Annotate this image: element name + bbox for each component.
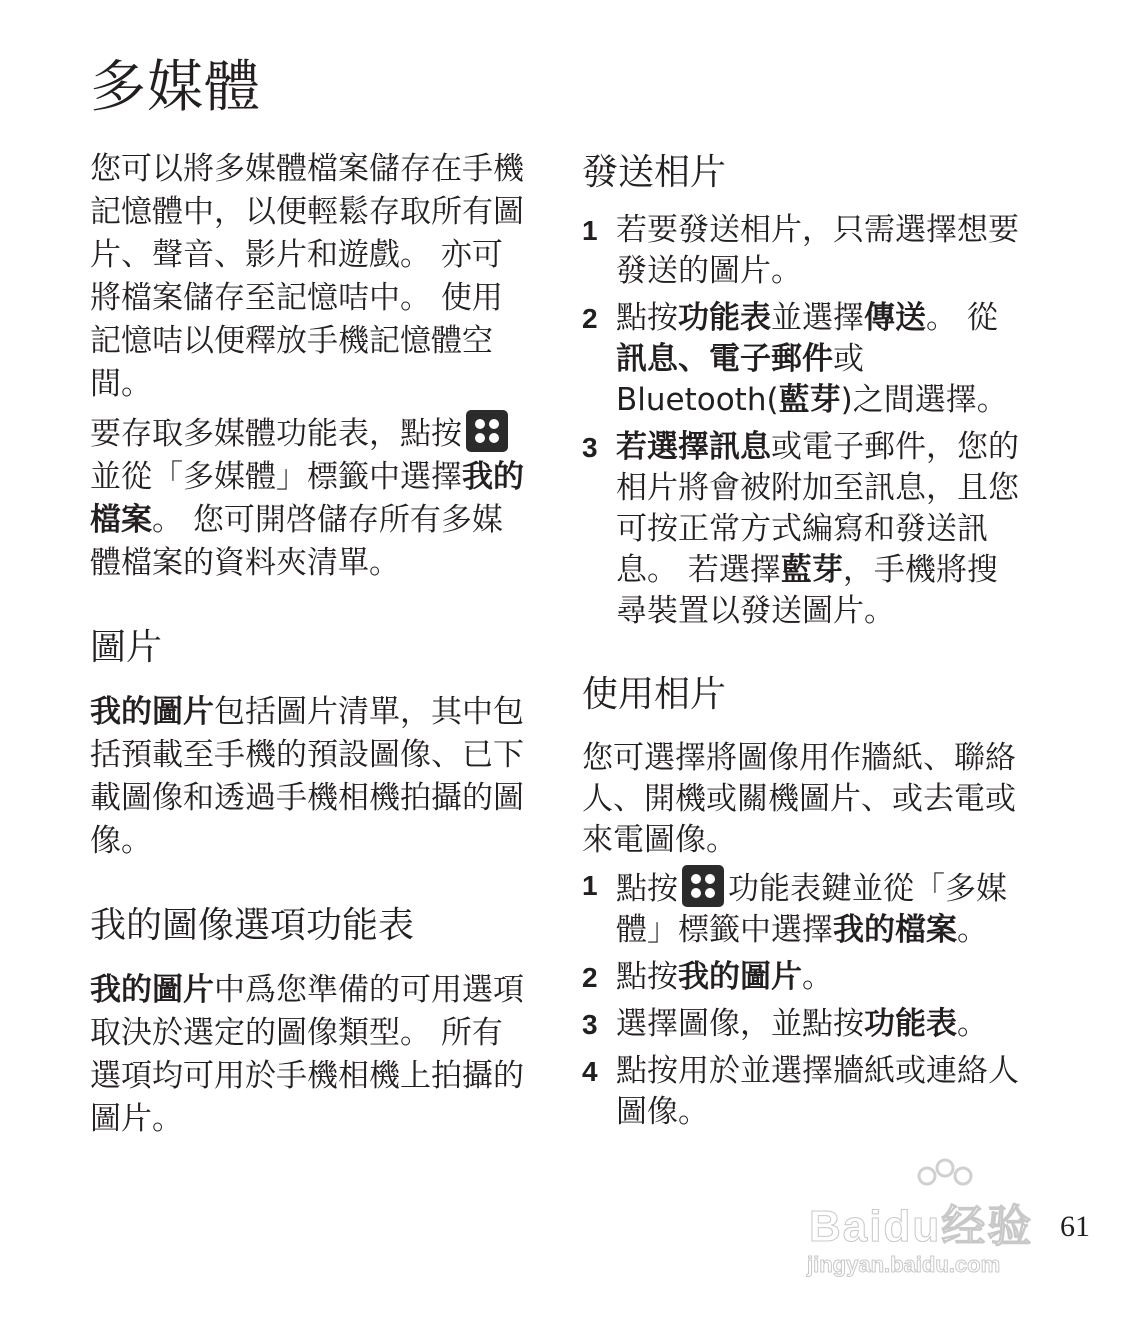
- left-column: [90, 148, 530, 1145]
- use-photo-heading: 使用相片: [582, 674, 727, 715]
- send-step-1: [582, 210, 1028, 292]
- page-title: 多媒體: [90, 55, 261, 120]
- page-number: 61: [1060, 1210, 1090, 1243]
- step-number: 3: [582, 432, 598, 463]
- use-step-4: [582, 1051, 1028, 1133]
- options-menu-text: 中爲您準備的可用選項取決於選定的圖像類型。 所有選項均可用於手機相機上拍攝的圖片。: [90, 972, 524, 1137]
- step-number: 1: [582, 215, 598, 246]
- menu-grid-icon: [466, 410, 508, 452]
- step-number: 1: [582, 870, 598, 901]
- step-number: 2: [582, 303, 598, 334]
- step-number: 4: [582, 1056, 598, 1087]
- use-step-1: [582, 865, 1028, 951]
- options-menu-paragraph: [90, 969, 530, 1141]
- watermark-url: jingyan.baidu.com: [807, 1252, 1001, 1277]
- my-files-label: 我的檔案: [90, 459, 524, 538]
- send-photo-steps: [582, 210, 1028, 632]
- step-number: 3: [582, 1009, 598, 1040]
- baidu-watermark: [805, 1158, 1067, 1288]
- watermark-logo: Baidu经验: [809, 1202, 1034, 1251]
- intro-access-text-2: 並從「多媒體」標籤中選擇: [90, 459, 462, 495]
- my-pictures-label-2: 我的圖片: [90, 972, 214, 1008]
- step-text: 點按 功能表鍵並從「多媒體」標籤中選擇我的檔案。: [616, 865, 1028, 951]
- send-step-3: [582, 427, 1028, 632]
- intro-access-text-3: 。 您可開啓儲存所有多媒體檔案的資料夾清單。: [90, 502, 503, 581]
- step-text: 點按用於並選擇牆紙或連絡人圖像。: [616, 1053, 1019, 1130]
- step-text: 點按我的圖片。: [616, 959, 833, 995]
- use-step-2: [582, 957, 1028, 998]
- pictures-text: 包括圖片清單，其中包括預載至手機的預設圖像、已下載圖像和透過手機相機拍攝的圖像。: [90, 694, 524, 859]
- pictures-heading: 圖片: [90, 627, 163, 668]
- my-pictures-label: 我的圖片: [90, 694, 214, 730]
- step-text: 選擇圖像，並點按功能表。: [616, 1006, 988, 1042]
- menu-grid-icon: [682, 865, 724, 907]
- intro-access-text: 要存取多媒體功能表，點按: [90, 416, 462, 452]
- pictures-paragraph: [90, 691, 530, 863]
- send-step-2: [582, 298, 1028, 421]
- step-text: 若要發送相片，只需選擇想要發送的圖片。: [616, 212, 1019, 289]
- options-menu-heading: 我的圖像選項功能表: [90, 905, 415, 946]
- use-step-3: [582, 1004, 1028, 1045]
- intro-access-paragraph: [90, 410, 530, 585]
- step-text: 若選擇訊息或電子郵件，您的相片將會被附加至訊息，且您可按正常方式編寫和發送訊息。 若選擇藍芽，手機將搜尋裝置以發送圖片。: [616, 429, 1019, 629]
- intro-paragraph: 您可以將多媒體檔案儲存在手機記憶體中，以便輕鬆存取所有圖片、聲音、影片和遊戲。 亦可將檔案儲存至記憶咭中。 使用記憶咭以便釋放手機記憶體空間。: [90, 151, 524, 402]
- step-text: 點按功能表並選擇傳送。 從訊息、電子郵件或Bluetooth(藍芽)之間選擇。: [616, 300, 1008, 418]
- right-column: [582, 148, 1028, 1139]
- use-photo-intro: 您可選擇將圖像用作牆紙、聯絡人、開機或關機圖片、或去電或來電圖像。: [582, 740, 1016, 858]
- send-photo-heading: 發送相片: [582, 152, 727, 193]
- use-photo-steps: [582, 865, 1028, 1133]
- step-number: 2: [582, 962, 598, 993]
